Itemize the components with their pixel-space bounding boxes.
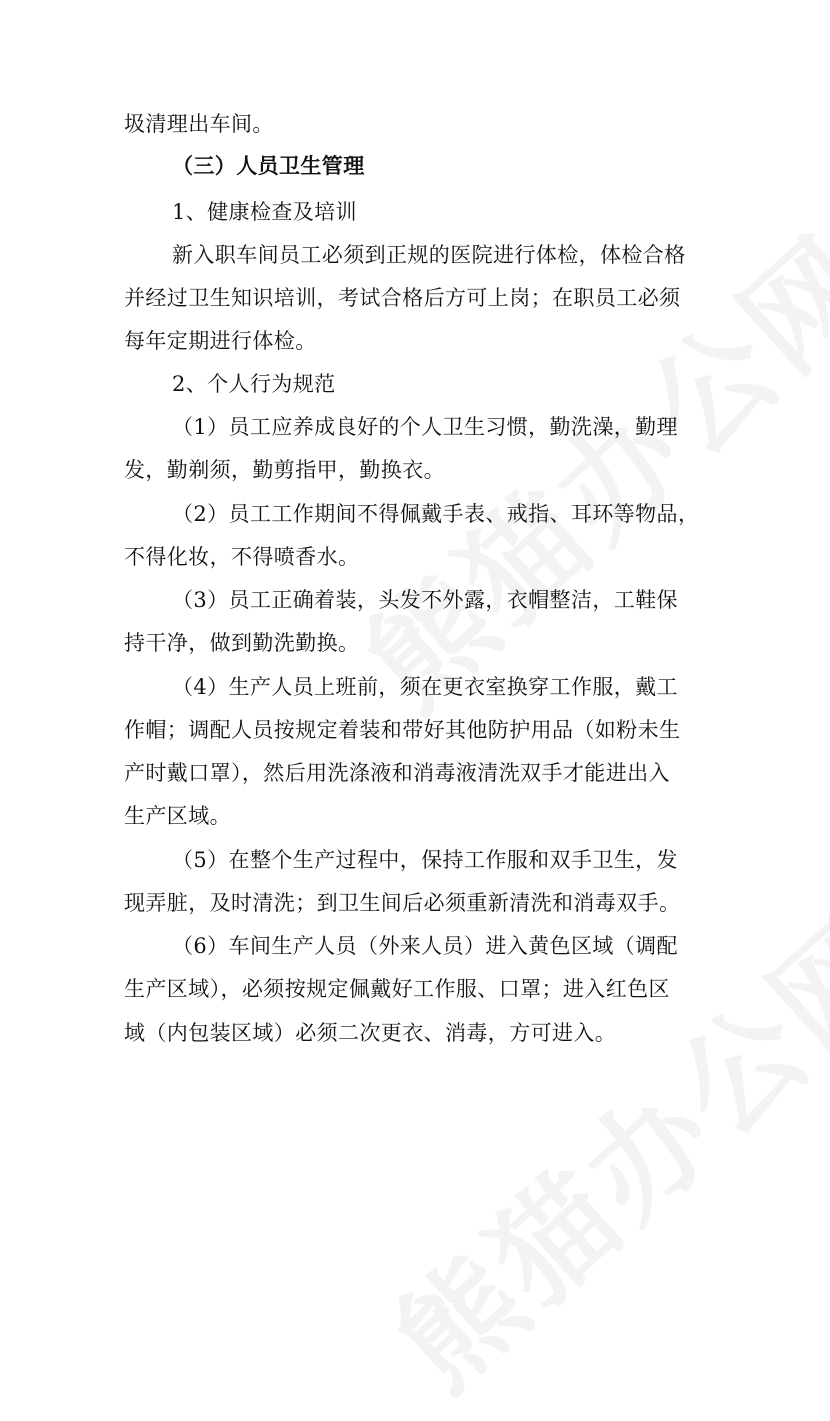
- paragraph-line: （2）员工工作期间不得佩戴手表、戒指、耳环等物品，: [172, 502, 700, 526]
- paragraph-line: 发，勤剃须，勤剪指甲，勤换衣。: [124, 458, 445, 482]
- paragraph-line: （4）生产人员上班前，须在更衣室换穿工作服，戴工: [172, 675, 678, 699]
- paragraph-line: （5）在整个生产过程中，保持工作服和双手卫生，发: [172, 848, 678, 872]
- paragraph-line: （1）员工应养成良好的个人卫生习惯，勤洗澡，勤理: [172, 415, 678, 439]
- paragraph-line: 生产区域。: [124, 804, 231, 828]
- paragraph-line: （3）员工正确着装，头发不外露，衣帽整洁，工鞋保: [172, 588, 678, 612]
- subsection-heading: 2、个人行为规范: [172, 372, 336, 396]
- paragraph-line: 产时戴口罩），然后用洗涤液和消毒液清洗双手才能进出入: [124, 761, 670, 785]
- paragraph-line: 作帽；调配人员按规定着装和带好其他防护用品（如粉未生: [124, 718, 681, 742]
- paragraph-line: 每年定期进行体检。: [124, 329, 317, 353]
- paragraph-line: 圾清理出车间。: [124, 112, 274, 136]
- paragraph-line: 不得化妆，不得喷香水。: [124, 545, 360, 569]
- paragraph-line: 并经过卫生知识培训，考试合格后方可上岗；在职员工必须: [124, 286, 681, 310]
- paragraph-line: 生产区域），必须按规定佩戴好工作服、口罩；进入红色区: [124, 977, 670, 1001]
- paragraph-line: 现弄脏，及时清洗；到卫生间后必须重新清洗和消毒双手。: [124, 891, 681, 915]
- paragraph-line: （6）车间生产人员（外来人员）进入黄色区域（调配: [172, 934, 678, 958]
- paragraph-line: 域（内包装区域）必须二次更衣、消毒，方可进入。: [124, 1021, 617, 1045]
- subsection-heading: 1、健康检查及培训: [172, 200, 357, 224]
- paragraph-line: 持干净，做到勤洗勤换。: [124, 631, 360, 655]
- section-heading: （三）人员卫生管理: [172, 154, 365, 178]
- paragraph-line: 新入职车间员工必须到正规的医院进行体检，体检合格: [172, 243, 686, 267]
